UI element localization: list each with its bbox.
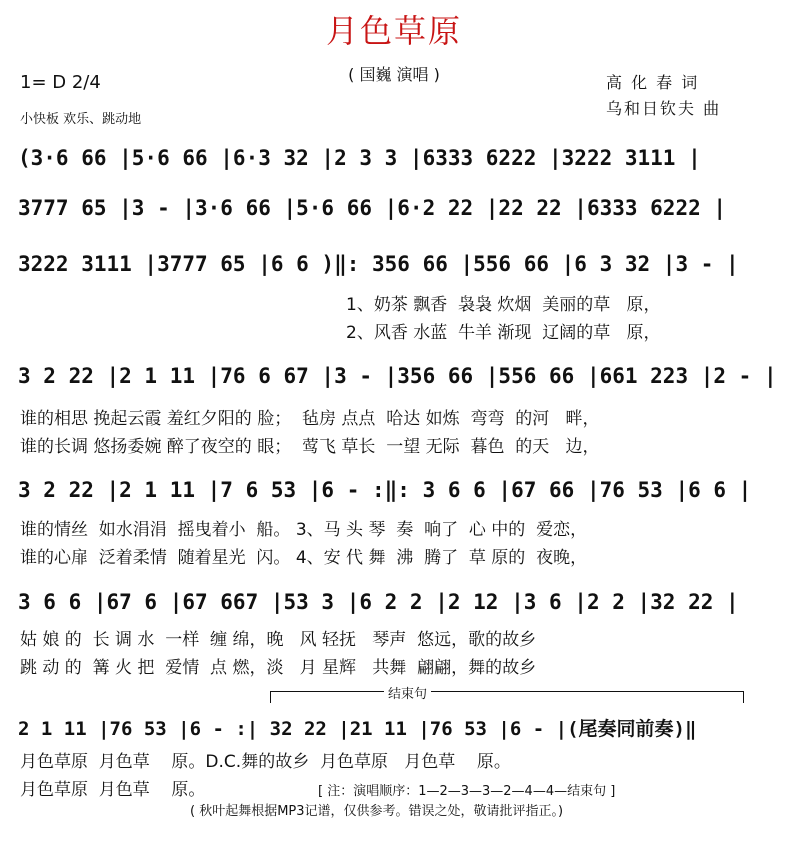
- lyric-line: 1、奶茶 飘香 袅袅 炊烟 美丽的草 原，: [346, 295, 661, 315]
- lyric-line: 月色草原 月色草 原。: [20, 780, 206, 800]
- composer-credit: 乌和日钦夫 曲: [606, 99, 722, 118]
- lyric-line: 谁的相思 挽起云霞 羞红夕阳的 脸； 毡房 点点 哈达 如炼 弯弯 的河 畔，: [20, 409, 600, 429]
- ending-bracket-left: [270, 691, 271, 703]
- lyricist-credit: 高 化 春 词: [606, 73, 700, 92]
- ending-bracket-right: [743, 691, 744, 703]
- music-line-3: 3222 3111 |3777 65 |6 6 )‖: 356 66 |556 66 |6 3 32 |3 - |: [18, 252, 739, 276]
- lyric-line: 谁的长调 悠扬委婉 醉了夜空的 眼； 莺飞 草长 一望 无际 暮色 的天 边，: [20, 437, 600, 457]
- lyric-line: 谁的情丝 如水涓涓 摇曳着小 船。 3、马 头 琴 奏 响了 心 中的 爱恋，: [20, 520, 588, 540]
- song-title: 月色草原: [325, 12, 462, 50]
- lyric-line: 月色草原 月色草 原。D.C.舞的故乡 月色草原 月色草 原。: [20, 752, 511, 772]
- lyric-line: 跳 动 的 篝 火 把 爱情 点 燃，淡 月 星辉 共舞 翩翩，舞的故乡: [20, 658, 537, 678]
- tempo-marking: 小快板 欢乐、跳动地: [20, 112, 142, 127]
- ending-label: 结束句: [384, 683, 431, 702]
- music-line-1: (3·6 66 |5·6 66 |6·3 32 |2 3 3 |6333 6222 |3222 3111 |: [18, 146, 701, 170]
- music-line-5: 3 2 22 |2 1 11 |7 6 53 |6 - :‖: 3 6 6 |67 66 |76 53 |6 6 |: [18, 478, 752, 502]
- ending-bracket: [270, 691, 744, 692]
- music-line-7: 2 1 11 |76 53 |6 - :| 32 22 |21 11 |76 53 |6 - |(尾奏同前奏)‖: [18, 718, 697, 740]
- footer-note: ( 秋叶起舞根据MP3记谱，仅供参考。错误之处，敬请批评指正。): [190, 804, 564, 819]
- singer-credit: ( 国巍 演唱 ): [348, 65, 440, 84]
- lyric-line: 谁的心扉 泛着柔情 随着星光 闪。 4、安 代 舞 沸 腾了 草 原的 夜晚，: [20, 548, 588, 568]
- music-line-4: 3 2 22 |2 1 11 |76 6 67 |3 - |356 66 |556 66 |661 223 |2 - |: [18, 364, 777, 388]
- music-line-2: 3777 65 |3 - |3·6 66 |5·6 66 |6·2 22 |22 22 |6333 6222 |: [18, 196, 727, 220]
- music-line-6: 3 6 6 |67 6 |67 667 |53 3 |6 2 2 |2 12 |3 6 |2 2 |32 22 |: [18, 590, 739, 614]
- singing-order-note: [ 注：演唱顺序：1—2—3—3—2—4—4—结束句 ]: [318, 784, 616, 799]
- lyric-line: 2、风香 水蓝 牛羊 渐现 辽阔的草 原，: [346, 323, 661, 343]
- key-signature: 1= D 2/4: [20, 72, 101, 93]
- lyric-line: 姑 娘 的 长 调 水 一样 缠 绵，晚 风 轻抚 琴声 悠远，歌的故乡: [20, 630, 537, 650]
